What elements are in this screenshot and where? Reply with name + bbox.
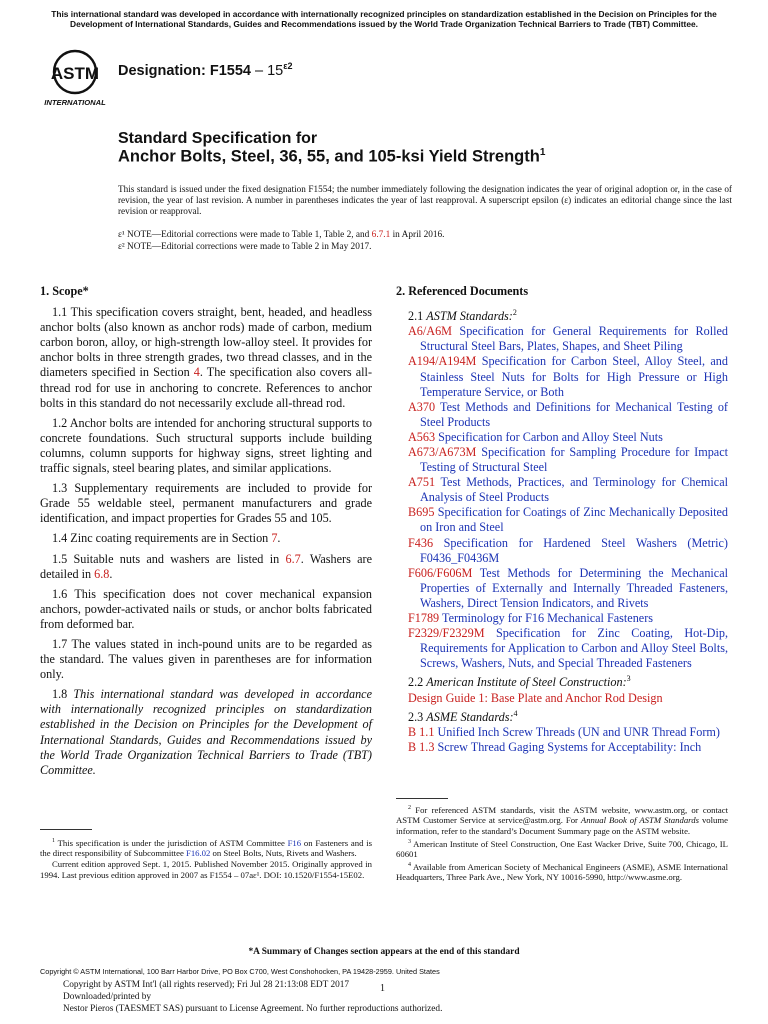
scope-1-7: 1.7 The values stated in inch-pound units are to be regarded as the standard. The values given in parentheses are for information only. xyxy=(40,636,372,682)
link-section-4[interactable]: 4 xyxy=(193,365,200,380)
link-6-7-1[interactable]: 6.7.1 xyxy=(371,230,391,240)
footnotes-right xyxy=(396,803,728,883)
copyright-line: Copyright © ASTM International, 100 Barr Harbor Drive, PO Box C700, West Conshohocken, PA 19428-2959. United States xyxy=(40,967,440,976)
standard-note: This standard is issued under the fixed designation F1554; the number immediately following the designation indicates the year of original adoption or, in the case of revision, the year of last revision. A number in parentheses indicates the year of last reapproval. A superscript epsilon (ε) indicates an editorial change since the last revision or reapproval. xyxy=(118,184,732,217)
reference-item xyxy=(396,354,728,399)
reference-title-link[interactable]: Test Methods for Determining the Mechanical Properties of Externally and Internally Threaded Fasteners, Washers, Direct Tension Indicators, and Rivets xyxy=(420,565,728,610)
reference-title-link[interactable]: Screw Thread Gaging Systems for Acceptability: Inch xyxy=(434,739,702,754)
link-6-7[interactable]: 6.7 xyxy=(285,551,301,566)
reference-item xyxy=(396,626,728,671)
reference-code-link[interactable]: A370 xyxy=(408,399,436,414)
reference-item xyxy=(396,475,728,505)
editorial-note-e1: ε¹ NOTE—Editorial corrections were made to Table 1, Table 2, and 6.7.1 in April 2016. xyxy=(118,230,445,240)
reference-code-link[interactable]: B 1.3 xyxy=(408,739,435,754)
footnote-rule-left xyxy=(40,829,92,830)
reference-code-link[interactable]: A673/A673M xyxy=(408,445,477,459)
title-line-1: Standard Specification for xyxy=(118,130,318,147)
scope-1-8: 1.8 This international standard was developed in accordance with internationally recognized principles on standardization established in the Decision on Principles for the Development of International Standards, Guides and Recommendations issued by the World Trade Organization Technical Barriers to Trade (TBT) Committee. xyxy=(40,687,372,777)
title-line-2: Anchor Bolts, Steel, 36, 55, and 105-ksi Yield Strength$^1$ xyxy=(118,147,546,166)
license-line-3: Nestor Pieros (TAESMET SAS) pursuant to License Agreement. No further reproductions authorized. xyxy=(63,1004,443,1014)
scope-section xyxy=(40,284,372,783)
summary-of-changes-note: *A Summary of Changes section appears at the end of this standard xyxy=(248,947,520,957)
reference-title-link[interactable]: Specification for Hardened Steel Washers (Metric) F0436_F0436M xyxy=(420,535,728,565)
footnote-2: $^2$ For referenced ASTM standards, visit the ASTM website, www.astm.org, or contact ASTM Customer Service at service@astm.org. For Annual Book of ASTM Standards volume information, refer to the standard’s Document Summary page on the ASTM website. xyxy=(396,804,728,837)
tbt-notice: This international standard was developed in accordance with internationally recognized principles on standardization established in the Decision on Principles for the Development of International Standards, Guides and Recommendations issued by the World Trade Organization Technical Barriers to Trade (TBT) Committee. xyxy=(51,9,717,30)
scope-1-5: 1.5 Suitable nuts and washers are listed in 6.7. Washers are detailed in 6.8. xyxy=(40,551,372,581)
reference-title-link[interactable]: Specification for Coatings of Zinc Mechanically Deposited on Iron and Steel xyxy=(420,505,728,535)
reference-item xyxy=(396,430,728,445)
reference-title-link[interactable]: Specification for Sampling Procedure for Impact Testing of Structural Steel xyxy=(420,445,728,475)
designation: Designation: $F1554 - 15^{\varepsilon 2}$ xyxy=(118,61,293,79)
footnote-1: $^1$ This specification is under the jurisdiction of ASTM Committee F16 on Fasteners and is the direct responsibility of Subcommittee F16.02 on Steel Bolts, Nuts, Rivets and Washers. xyxy=(40,837,372,859)
reference-title-link[interactable]: Specification for General Requirements for Rolled Structural Steel Bars, Plates, Shapes, and Sheet Piling xyxy=(420,324,728,354)
references-heading: 2. Referenced Documents xyxy=(396,284,529,298)
reference-title-link[interactable]: Specification for Carbon and Alloy Steel Nuts xyxy=(435,429,663,444)
astm-logo xyxy=(40,48,110,110)
reference-code-link[interactable]: A563 xyxy=(408,429,436,444)
reference-item xyxy=(396,725,728,740)
logo-subtext: INTERNATIONAL xyxy=(44,98,106,107)
scope-1-3: 1.3 Supplementary requirements are included to provide for Grade 55 weldable steel, permanent manufacturers and grade identification, and impact properties for Grades 55 and 105. xyxy=(40,481,372,526)
reference-item xyxy=(396,611,728,626)
footnote-1-edition: Current edition approved Sept. 1, 2015. Published November 2015. Originally approved in 1994. Last previous edition approved in 2007 as F1554 – 07aε¹. DOI: 10.1520/F1554-15E02. xyxy=(40,859,372,880)
reference-item xyxy=(396,324,728,354)
reference-title-link[interactable]: Specification for Zinc Coating, Hot-Dip, Requirements for Application to Carbon and Alloy Steel Bolts, Screws, Washers, Nuts, and Special Threaded Fasteners xyxy=(420,626,728,671)
reference-item xyxy=(396,740,728,755)
reference-title-link[interactable]: Test Methods, Practices, and Terminology for Chemical Analysis of Steel Products xyxy=(420,475,728,505)
license-block xyxy=(63,979,442,1015)
reference-code-link[interactable]: A751 xyxy=(408,475,436,490)
link-f16[interactable]: F16 xyxy=(287,837,302,848)
reference-code-link[interactable]: A6/A6M xyxy=(408,324,453,339)
reference-code-link[interactable]: F606/F606M xyxy=(408,565,473,580)
scope-heading: 1. Scope* xyxy=(40,284,89,298)
reference-code-link[interactable]: F436 xyxy=(408,535,434,550)
references-section xyxy=(396,284,728,755)
reference-item xyxy=(396,445,728,475)
scope-1-6: 1.6 This specification does not cover mechanical expansion anchors, powder-activated nails or studs, or anchor bolts fabricated from deformed bar. xyxy=(40,586,372,631)
reference-code-link[interactable]: B695 xyxy=(408,505,435,520)
reference-title-link[interactable]: Test Methods and Definitions for Mechanical Testing of Steel Products xyxy=(420,399,728,429)
asme-reference-list xyxy=(396,725,728,755)
editorial-notes xyxy=(118,229,732,253)
reference-code-link[interactable]: A194/A194M xyxy=(408,354,477,369)
astm-reference-list xyxy=(396,324,728,671)
reference-title-link[interactable]: Unified Inch Screw Threads (UN and UNR Thread Form) xyxy=(434,724,720,739)
reference-title-link[interactable]: Terminology for F16 Mechanical Fasteners xyxy=(439,611,654,626)
scope-1-2: 1.2 Anchor bolts are intended for anchoring structural supports to concrete foundations. Such structural supports include building columns, column supports for highway signs, street lighting and traffic signals, steel bearing plates, and similar applications. xyxy=(40,415,372,476)
reference-code-link[interactable]: F2329/F2329M xyxy=(408,626,485,641)
reference-item xyxy=(396,400,728,430)
reference-item xyxy=(396,536,728,566)
editorial-note-e2: ε² NOTE—Editorial corrections were made to Table 2 in May 2017. xyxy=(118,242,372,252)
asme-label: 2.3 ASME Standards:$^4$ xyxy=(408,708,518,724)
aisc-label: 2.2 American Institute of Steel Construction:$^3$ xyxy=(408,674,631,690)
scope-1-4: 1.4 Zinc coating requirements are in Section 7. xyxy=(52,531,281,546)
link-6-8[interactable]: 6.8 xyxy=(94,566,110,581)
logo-text: ASTM xyxy=(50,64,100,83)
reference-code-link[interactable]: B 1.1 xyxy=(408,724,435,739)
footnotes-left xyxy=(40,836,372,880)
scope-1-1: 1.1 This specification covers straight, bent, headed, and headless anchor bolts (also known as anchor rods) made of carbon, medium carbon boron, alloy, or high-strength low-alloy steel. It provides for anchor bolts in three strength grades, two thread classes, and in the diameters specified in Section 4. The specification also covers all-thread rod for use in anchoring to concrete. References to anchor bolts in this standard do not necessarily exclude all-thread rod. xyxy=(40,305,372,410)
footnote-rule-right xyxy=(396,798,448,799)
footnote-4: $^4$ Available from American Society of Mechanical Engineers (ASME), ASME International Headquarters, Three Park Ave., New York, NY 10016-5990, http://www.asme.org. xyxy=(396,861,728,883)
reference-title-link[interactable]: Specification for Carbon Steel, Alloy Steel, and Stainless Steel Nuts for Bolts for High Pressure or High Temperature Service, or Both xyxy=(420,354,728,399)
reference-code-link[interactable]: F1789 xyxy=(408,611,440,626)
reference-item xyxy=(396,505,728,535)
link-section-7[interactable]: 7 xyxy=(271,531,278,546)
link-f16-02[interactable]: F16.02 xyxy=(185,848,211,859)
astm-standards-label: 2.1 ASTM Standards:$^2$ xyxy=(408,308,517,324)
license-line-1: Copyright by ASTM Int'l (all rights reserved); Fri Jul 28 21:13:08 EDT 2017 xyxy=(63,980,350,990)
reference-item xyxy=(396,566,728,611)
footnote-3: $^3$ American Institute of Steel Construction, One East Wacker Drive, Suite 700, Chicago, IL 60601 xyxy=(396,838,728,860)
page-number: 1 xyxy=(380,983,385,994)
license-line-2: Downloaded/printed by xyxy=(63,992,152,1002)
aisc-design-guide-link[interactable]: Design Guide 1: Base Plate and Anchor Rod Design xyxy=(408,690,663,705)
